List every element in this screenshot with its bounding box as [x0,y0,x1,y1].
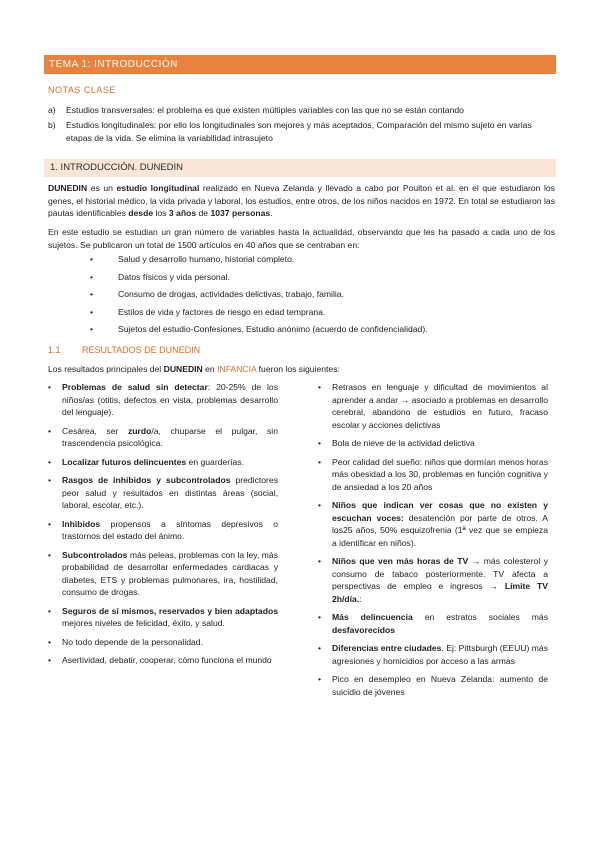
bold-run: zurdo [127,425,152,436]
results-right-column [318,381,548,704]
text-run: en guarderías. [186,456,244,467]
bold-run: Diferencias entre ciudades [332,643,442,653]
notes-item-mark: a) [48,105,56,115]
list-item [318,642,548,667]
text-run: de [196,208,211,218]
list-item: • Consumo de drogas, actividades delictivas, trabajo, familia. [118,288,428,306]
list-item [318,381,548,431]
list-item [48,549,278,599]
list-item [318,673,548,698]
list-item: • Estilos de vida y factores de riesgo en edad temprana. [118,306,428,324]
bold-run: Más delincuencia [332,612,413,622]
notes-item-mark: b) [48,120,56,130]
bold-run: Seguros de sí mismos, reservados y bien adaptados [62,605,278,616]
list-item [318,437,548,450]
bold-run: Subcontrolados [62,549,128,560]
list-item [318,555,548,605]
subsection-number: 1.1 [48,345,61,355]
text-run: : [359,593,362,604]
highlight-run: INFANCIA [217,364,257,374]
section-heading: 1. INTRODUCCIÓN. DUNEDIN [44,159,556,177]
topics-list [118,253,428,341]
list-item: • Sujetos del estudio-Confesiones. Estudio anónimo (acuerdo de confidencialidad). [118,323,428,341]
study-name: DUNEDIN [48,183,88,193]
list-item [48,636,278,649]
text-run: No todo depende de la personalidad. [62,636,203,647]
bold-run: Rasgos de inhibidos y subcontrolados [62,475,231,485]
text-run: propensos a síntomas depresivos o trastornos del estado del ánimo. [62,518,278,541]
list-item [318,499,548,549]
notes-item-text: Estudios longitudinales: por ello los longitudinales son mejores y más aceptados, Comparación del mismo sujeto en varias etapas de la vida. Se elimina la variabilidad intrasujeto [66,120,532,143]
list-item [48,474,278,512]
notes-title: NOTAS CLASE [48,85,116,95]
list-item [48,456,278,469]
list-item: • Salud y desarrollo humano, historial completo. [118,253,428,271]
list-item: • Datos físicos y vida personal. [118,271,428,289]
bold-run: estudio longitudinal [116,183,200,193]
list-item [48,425,278,450]
text-run: : 20-25% de los niños/as (otitis, defectos en vista, problemas desarrollo del lenguaje). [62,382,278,417]
subsection-heading [48,345,200,355]
text-run: Pico en desempleo en Nueva Zelanda: aumento de suicidio de jóvenes [332,674,548,697]
text-run: en [202,364,218,374]
text-run: fueron los siguientes: [256,364,340,374]
list-item [48,605,278,630]
list-item [48,381,278,419]
notes-item-a [48,104,554,117]
text-run: desatención por parte de otros. A los25 años, 50% esquizofrenia (1ª vez que se empieza a identificar en niños). [332,512,548,548]
bold-run: Niños que indican ver cosas que no existen y escuchan voces: [332,500,548,523]
bold-run: 1037 personas [210,208,271,218]
intro-paragraph [48,182,555,220]
text-run: /a, chuparse el pulgar, sin trascendencia psicológica. [62,425,278,448]
list-item [318,611,548,636]
bold-run: 3 años [168,208,197,218]
text-run: . Ej: Pittsburgh (EEUU) más agresiones y homicidios por acceso a las armas [332,643,548,666]
second-paragraph: En este estudio se estudian un gran número de variables hasta la actualidad, observando que les ha pasado a cada uno de los sujetos. Se publicaron un total de 1500 artículos en 40 años que se centraban en: [48,227,555,250]
text-run: más peleas, problemas con la ley, más probabilidad de desarrollar enfermedades cardiacas y diabetes, ETS y problemas pulmonares, ira, hostilidad, consumo de drogas. [62,549,278,597]
bold-run: DUNEDIN [163,364,203,374]
results-left-column [48,381,278,673]
notes-item-b [48,119,554,144]
bold-run: Problemas de salud sin detectar [62,382,208,392]
text-run: realizado en Nueva Zelanda y llevado a cabo por Poulton et al. en el que estudiaron los genes, el historial médico, la vida privada y laboral, los estudios, entre otros, de los niños nacidos en 1972. En total se estudiaron las pautas identificables [48,183,555,218]
bold-run: desfavorecidos [332,624,396,635]
notes-item-text: Estudios transversales: el problema es que existen múltiples variables con las que no se están contando [66,105,464,115]
text-run: Retrasos en lenguaje y dificultad de movimientos al aprender a andar → asociado a problemas en desarrollo cerebral, abandono de estudios en futuro, fracaso escolar y acciones delictivas [332,382,548,430]
text-run: es un [87,183,117,193]
bold-run: Localizar futuros delincuentes [62,456,187,467]
chapter-banner: TEMA 1: INTRODUCCIÓN [44,55,556,74]
text-run: Los resultados principales del [48,364,164,374]
text-run: Bola de nieve de la actividad delictiva [332,438,475,448]
text-run: Peor calidad del sueño: niños que dormían menos horas más obesidad a los 30, problemas en función cognitiva y de ansiedad a los 20 años [332,456,548,492]
text-run: Cesárea, ser [62,425,128,436]
list-item [48,518,278,543]
text-run: → más colesterol y consumo de tabaco posteriormente. TV afecta a perspectivas de empleo e ingresos → [332,556,548,591]
bold-run: Límite TV 2h/día. [332,581,548,604]
text-run: en estratos sociales más [412,612,548,622]
text-run: . [270,208,273,218]
text-run: Asertividad, debatir, cooperar, cómo funciona el mundo [62,655,272,665]
list-item [318,456,548,494]
text-run: predictores peor salud y resultados en distintas áreas (social, laboral, escolar, etc.). [62,475,278,510]
bold-run: Inhibidos [62,518,101,529]
text-run: los [153,208,169,218]
results-intro [48,364,340,374]
list-item [48,654,278,667]
subsection-title: RESULTADOS DE DUNEDIN [82,345,201,355]
bold-run: Niños que ven más horas de TV [332,556,469,566]
bold-run: desde [128,208,154,218]
text-run: mejores niveles de felicidad, éxito, y salud. [62,618,225,628]
